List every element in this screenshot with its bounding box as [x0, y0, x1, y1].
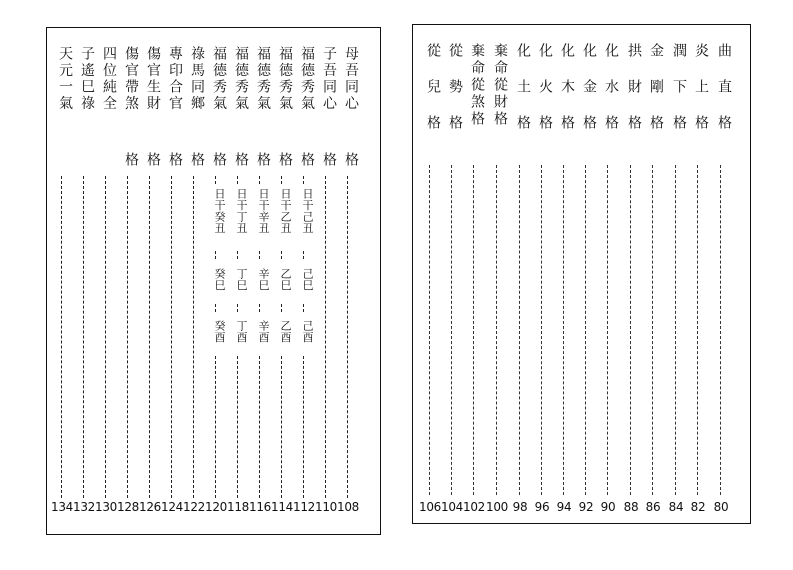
entry-title: 傷官帶煞 [123, 46, 139, 112]
leader-line [697, 165, 698, 495]
entry-title: 從勢格 [447, 43, 463, 151]
index-entry-right [441, 25, 463, 523]
entry-title: 福德秀氣 [233, 46, 249, 112]
leader-line [451, 165, 452, 495]
leader-line [61, 176, 62, 498]
leader-line [303, 304, 304, 312]
entry-title: 天元一氣 [57, 46, 73, 112]
entry-title: 子遙巳祿 [79, 46, 95, 112]
leader-line [303, 176, 304, 184]
leader-line [193, 176, 194, 498]
entry-suffix: 格 [343, 152, 359, 169]
page-number: 90 [600, 500, 616, 514]
index-entry-left [139, 28, 161, 534]
entry-title: 祿馬同鄉 [189, 46, 205, 112]
leader-line [259, 356, 260, 498]
index-entry-right [710, 25, 732, 523]
page-number: 82 [690, 500, 706, 514]
entry-suffix: 格 [167, 152, 183, 169]
entry-suffix: 格 [211, 152, 227, 169]
leader-line [675, 165, 676, 495]
leader-line [259, 304, 260, 312]
leader-line [496, 165, 497, 495]
entry-suffix: 格 [321, 152, 337, 169]
page-number: 134 [50, 500, 73, 514]
leader-line [215, 251, 216, 259]
page-number: 120 [204, 500, 227, 514]
page-number: 86 [645, 500, 661, 514]
index-entry-left [117, 28, 139, 534]
page-number: 126 [138, 500, 161, 514]
index-entry-right [419, 25, 441, 523]
entry-note: 日干己丑 [301, 188, 314, 234]
entry-note: 己酉 [301, 320, 314, 343]
entry-title: 化水格 [603, 43, 619, 151]
leader-line [519, 165, 520, 495]
leader-line [127, 176, 128, 498]
leader-line [237, 304, 238, 312]
index-entry-right [620, 25, 642, 523]
entry-suffix: 格 [299, 152, 315, 169]
index-entry-right [463, 25, 485, 523]
page-number: 80 [713, 500, 729, 514]
page-number: 130 [94, 500, 117, 514]
leader-line [259, 176, 260, 184]
page-number: 114 [270, 500, 293, 514]
right-page-index [412, 24, 751, 524]
index-entry-left [183, 28, 205, 534]
entry-note: 丁酉 [235, 320, 248, 343]
index-entry-left [271, 28, 293, 534]
entry-note: 丁巳 [235, 268, 248, 291]
entry-note: 日干乙丑 [279, 188, 292, 234]
index-entry-left [227, 28, 249, 534]
leader-line [281, 304, 282, 312]
leader-line [171, 176, 172, 498]
entry-title: 化木格 [559, 43, 575, 151]
index-entry-right [486, 25, 508, 523]
leader-line [303, 251, 304, 259]
page-number: 94 [556, 500, 572, 514]
page-number: 96 [534, 500, 550, 514]
page-number: 122 [182, 500, 205, 514]
index-entry-left [205, 28, 227, 534]
entry-title: 專印合官 [167, 46, 183, 112]
leader-line [215, 176, 216, 184]
page-number: 106 [418, 500, 441, 514]
entry-suffix: 格 [277, 152, 293, 169]
entry-note: 日干癸丑 [213, 188, 226, 234]
entry-note: 辛巳 [257, 268, 270, 291]
entry-title: 母吾同心 [343, 46, 359, 112]
entry-note: 日干辛丑 [257, 188, 270, 234]
page-number: 104 [440, 500, 463, 514]
page-number: 102 [462, 500, 485, 514]
page-number: 92 [578, 500, 594, 514]
page-number: 118 [226, 500, 249, 514]
entry-title: 拱財格 [626, 43, 642, 151]
index-entry-left [95, 28, 117, 534]
leader-line [607, 165, 608, 495]
entry-title: 子吾同心 [321, 46, 337, 112]
entry-title: 棄命從煞格 [469, 43, 485, 128]
index-entry-right [575, 25, 597, 523]
index-entry-left [249, 28, 271, 534]
index-entry-left [315, 28, 337, 534]
entry-title: 福德秀氣 [277, 46, 293, 112]
leader-line [259, 251, 260, 259]
index-entry-right [553, 25, 575, 523]
entry-note: 乙酉 [279, 320, 292, 343]
entry-note: 癸酉 [213, 320, 226, 343]
entry-suffix: 格 [255, 152, 271, 169]
entry-title: 從兒格 [425, 43, 441, 151]
entry-title: 棄命從財格 [492, 43, 508, 128]
leader-line [105, 176, 106, 498]
entry-note: 辛酉 [257, 320, 270, 343]
index-entry-right [687, 25, 709, 523]
leader-line [215, 304, 216, 312]
leader-line [149, 176, 150, 498]
leader-line [237, 251, 238, 259]
leader-line [473, 165, 474, 495]
entry-title: 福德秀氣 [255, 46, 271, 112]
entry-suffix: 格 [189, 152, 205, 169]
entry-title: 潤下格 [671, 43, 687, 151]
page-number: 128 [116, 500, 139, 514]
entry-title: 化土格 [515, 43, 531, 151]
leader-line [652, 165, 653, 495]
entry-note: 癸巳 [213, 268, 226, 291]
page-number: 100 [485, 500, 508, 514]
page-number: 124 [160, 500, 183, 514]
leader-line [281, 176, 282, 184]
index-entry-right [665, 25, 687, 523]
page-number: 116 [248, 500, 271, 514]
page-number: 98 [512, 500, 528, 514]
index-entry-left [337, 28, 359, 534]
entry-title: 金剛格 [648, 43, 664, 151]
leader-line [541, 165, 542, 495]
leader-line [281, 356, 282, 498]
leader-line [237, 176, 238, 184]
leader-line [347, 176, 348, 498]
leader-line [429, 165, 430, 495]
leader-line [215, 356, 216, 498]
page-number: 88 [623, 500, 639, 514]
entry-suffix: 格 [145, 152, 161, 169]
index-entry-right [531, 25, 553, 523]
leader-line [325, 176, 326, 498]
leader-line [585, 165, 586, 495]
index-entry-right [509, 25, 531, 523]
page-number: 108 [336, 500, 359, 514]
entry-title: 化金格 [581, 43, 597, 151]
entry-note: 乙巳 [279, 268, 292, 291]
page-number: 110 [314, 500, 337, 514]
entry-title: 傷官生財 [145, 46, 161, 112]
index-entry-left [293, 28, 315, 534]
page-number: 112 [292, 500, 315, 514]
page-number: 84 [668, 500, 684, 514]
leader-line [630, 165, 631, 495]
page-number: 132 [72, 500, 95, 514]
leader-line [237, 356, 238, 498]
index-entry-right [597, 25, 619, 523]
index-entry-left [161, 28, 183, 534]
index-entry-right [642, 25, 664, 523]
entry-title: 曲直格 [716, 43, 732, 151]
index-entry-left [51, 28, 73, 534]
entry-title: 化火格 [537, 43, 553, 151]
entry-suffix: 格 [233, 152, 249, 169]
leader-line [281, 251, 282, 259]
entry-note: 日干丁丑 [235, 188, 248, 234]
leader-line [563, 165, 564, 495]
entry-title: 福德秀氣 [211, 46, 227, 112]
leader-line [720, 165, 721, 495]
leader-line [303, 356, 304, 498]
leader-line [83, 176, 84, 498]
entry-title: 四位純全 [101, 46, 117, 112]
entry-title: 炎上格 [693, 43, 709, 151]
index-entry-left [73, 28, 95, 534]
entry-title: 福德秀氣 [299, 46, 315, 112]
left-page-index [46, 27, 381, 535]
entry-suffix: 格 [123, 152, 139, 169]
entry-note: 己巳 [301, 268, 314, 291]
